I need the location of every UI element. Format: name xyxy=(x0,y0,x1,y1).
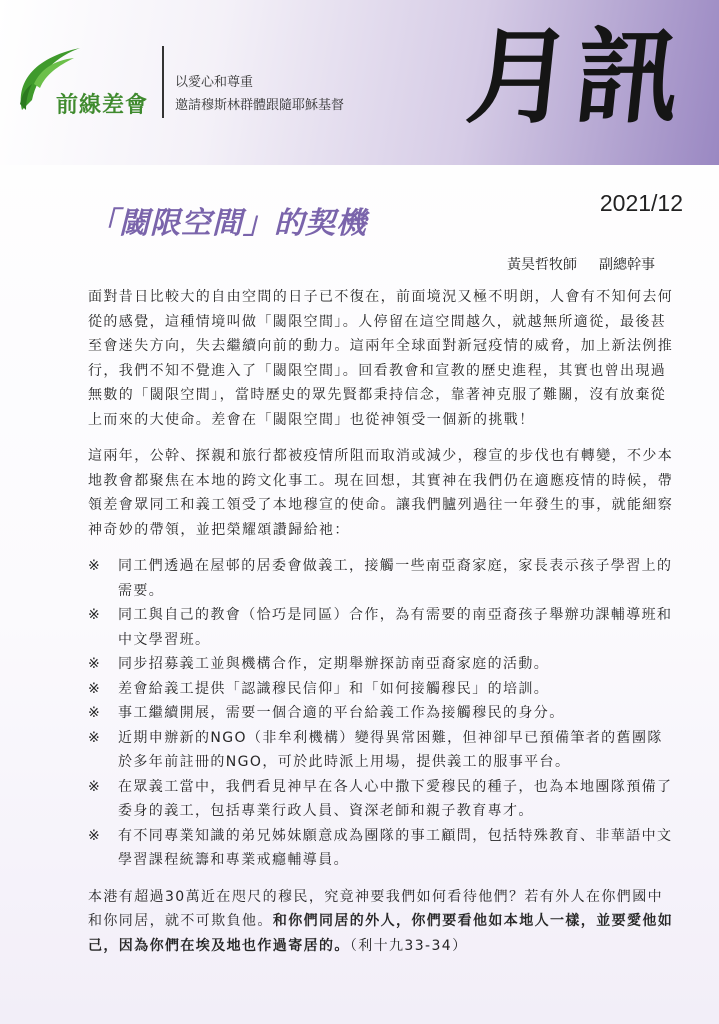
author-line xyxy=(507,254,655,274)
list-item: ※ 在眾義工當中，我們看見神早在各人心中撒下愛穆民的種子，也為本地團隊預備了委身的義工，包括專業行政人員、資深老師和親子教育專才。 xyxy=(88,775,678,824)
reference-mark-icon: ※ xyxy=(88,558,102,574)
reference-mark-icon: ※ xyxy=(88,827,102,844)
reference-mark-icon: ※ xyxy=(88,729,102,746)
org-name: 前線差會 xyxy=(56,93,149,118)
reference-mark-icon: ※ xyxy=(88,680,102,697)
closing-text: 本港有超過30萬近在咫尺的穆民，究竟神要我們如何看待他們？若有外人在你們國中和你同居，就不可欺負他。 xyxy=(88,888,664,929)
header-banner xyxy=(0,0,719,165)
list-item: ※ 差會給義工提供「認識穆民信仰」和「如何接觸穆民」的培訓。 xyxy=(88,677,678,702)
issue-date: 2021/12 xyxy=(599,190,683,216)
masthead-title: 月訊 xyxy=(461,15,691,138)
list-item: ※ 事工繼續開展，需要一個合適的平台給義工作為接觸穆民的身分。 xyxy=(88,701,678,726)
header-divider xyxy=(162,46,164,118)
list-item: ※ 同步招募義工並與機構合作，定期舉辦探訪南亞裔家庭的活動。 xyxy=(88,652,678,677)
motto-line-1: 以愛心和尊重 xyxy=(175,75,254,90)
reference-mark-icon: ※ xyxy=(88,705,102,721)
scripture-reference: （利十九33-34） xyxy=(349,937,468,954)
motto-line-2: 邀請穆斯林群體跟隨耶穌基督 xyxy=(175,98,345,113)
closing-scripture-quote: 和你們同居的外人，你們要看他如本地人一樣，並要愛他如己，因為你們在埃及地也作過寄居的。 xyxy=(88,913,674,954)
reference-mark-icon: ※ xyxy=(88,778,102,795)
author-name: 黃昊哲牧師 xyxy=(507,257,577,273)
reference-mark-icon: ※ xyxy=(88,607,102,623)
paragraph-2: 這兩年，公幹、探親和旅行都被疫情所阻而取消或減少，穆宣的步伐也有轉變，不少本地教會都聚焦在本地的跨文化事工。現在回想，其實神在我們仍在適應疫情的時候，帶領差會眾同工和義工領受了本地穆宣的使命。讓我們臚列過往一年發生的事，就能細察神奇妙的帶領，並把榮耀頌讚歸給祂： xyxy=(88,448,674,538)
article-title: 「閾限空間」的契機 xyxy=(88,206,367,241)
closing-paragraph xyxy=(88,885,678,959)
author-role: 副總幹事 xyxy=(599,257,655,273)
list-item: ※ 有不同專業知識的弟兄姊妹願意成為團隊的事工顧問，包括特殊教育、非華語中文學習課程統籌和專業戒癮輔導員。 xyxy=(88,824,678,873)
reference-mark-icon: ※ xyxy=(88,656,102,672)
bullet-list xyxy=(88,554,678,873)
article-body xyxy=(88,285,678,970)
list-item: ※ 近期申辦新的NGO（非牟利機構）變得異常困難，但神卻早已預備筆者的舊團隊於多年前註冊的NGO，可於此時派上用場，提供義工的服事平台。 xyxy=(88,726,678,775)
paragraph-1: 面對昔日比較大的自由空間的日子已不復在，前面境況又極不明朗，人會有不知何去何從的感覺，這種情境叫做「閾限空間」。人停留在這空間越久，就越無所適從，最後甚至會迷失方向，失去繼續向前的動力。這兩年全球面對新冠疫情的威脅，加上新法例推行，我們不知不覺進入了「閾限空間」。回看教會和宣教的歷史進程，其實也曾出現過無數的「閾限空間」，當時歷史的眾先賢都秉持信念，靠著神克服了難關，沒有放棄從上而來的大使命。差會在「閾限空間」也從神領受一個新的挑戰！ xyxy=(88,289,674,428)
list-item: ※ 同工們透過在屋邨的居委會做義工，接觸一些南亞裔家庭，家長表示孩子學習上的需要。 xyxy=(88,554,678,603)
list-item: ※ 同工與自己的教會（恰巧是同區）合作，為有需要的南亞裔孩子舉辦功課輔導班和中文學習班。 xyxy=(88,603,678,652)
